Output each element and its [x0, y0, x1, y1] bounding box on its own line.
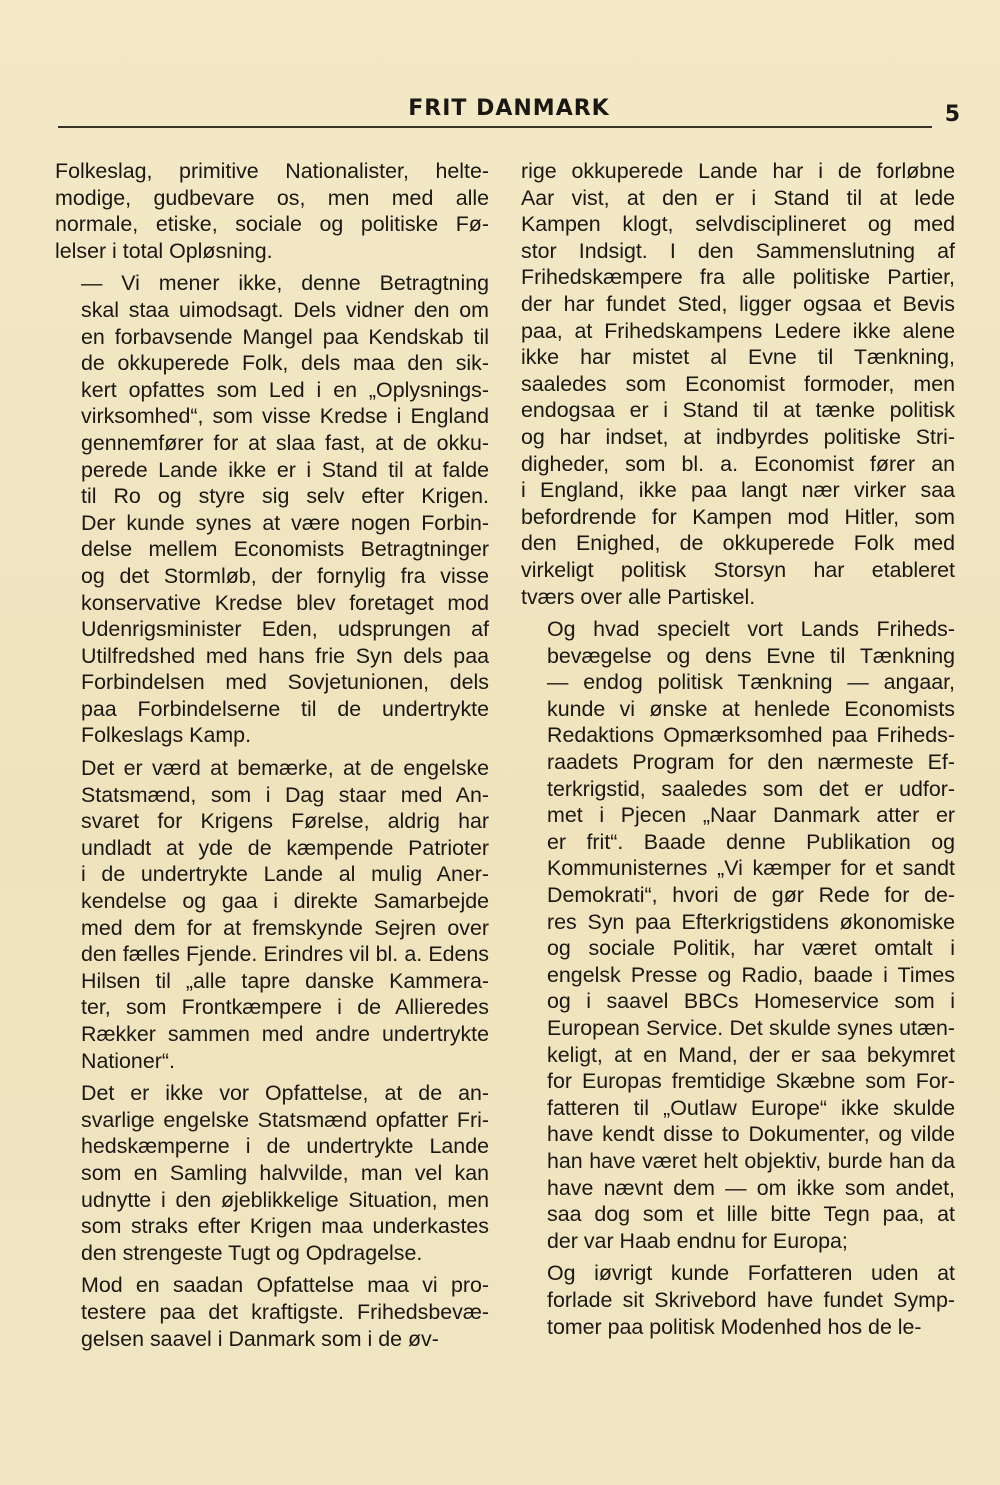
page-number: 5	[944, 102, 960, 127]
text-line: i de undertrykte Lande al mulig Aner-	[81, 862, 489, 887]
text-line: res Syn paa Efterkrigstidens økonomiske	[547, 909, 955, 934]
text-line: udnytte i den øjeblikkelige Situation, men	[81, 1187, 489, 1212]
text-line: skal staa uimodsagt. Dels vidner den om	[81, 297, 489, 322]
header-rule	[58, 126, 932, 128]
text-line: have kendt disse to Dokumenter, og vilde	[547, 1122, 955, 1147]
text-line: — Vi mener ikke, denne Betragtning	[81, 271, 489, 296]
text-line: Demokrati“, hvori de gør Rede for de-	[547, 883, 955, 908]
text-line: engelsk Presse og Radio, baade i Times	[547, 962, 955, 987]
text-line: er frit“. Baade denne Publikation og	[547, 829, 955, 854]
text-line: den strengeste Tugt og Opdragelse.	[81, 1240, 423, 1265]
text-line: Det er værd at bemærke, at de engelske	[81, 756, 489, 781]
text-line: Statsmænd, som i Dag staar med An-	[81, 782, 489, 807]
text-line: tomer paa politisk Modenhed hos de le-	[547, 1314, 922, 1339]
text-line: i England, ikke paa langt nær virker saa	[521, 478, 955, 503]
text-line: gelsen saavel i Danmark som i de øv-	[81, 1326, 439, 1351]
text-line: befordrende for Kampen mod Hitler, som	[521, 504, 955, 529]
text-line: og har indset, at indbyrdes politiske Stri-	[521, 424, 955, 449]
text-line: kendelse og gaa i direkte Samarbejde	[81, 889, 489, 914]
text-line: der har fundet Sted, ligger ogsaa et Bevis	[521, 291, 955, 316]
text-line: den Enighed, de okkuperede Folk med	[521, 531, 955, 556]
paragraph	[55, 270, 489, 749]
article-columns	[55, 158, 955, 1358]
paragraph	[55, 1080, 489, 1266]
text-line: Og iøvrigt kunde Forfatteren uden at	[547, 1261, 955, 1286]
text-line: Udenrigsminister Eden, udsprungen af	[81, 617, 489, 642]
text-line: tværs over alle Partiskel.	[521, 584, 756, 609]
text-line: Nationer“.	[81, 1048, 175, 1073]
text-line: Utilfredshed med hans frie Syn dels paa	[81, 643, 489, 668]
text-line: hedskæmperne i de undertrykte Lande	[81, 1134, 489, 1159]
text-line: endogsaa er i Stand til at tænke politisk	[521, 398, 955, 423]
text-line: svarlige engelske Statsmænd opfatter Fri-	[81, 1107, 489, 1132]
text-line: de okkuperede Folk, dels maa den sik-	[81, 351, 489, 376]
text-line: saaledes som Economist formoder, men	[521, 371, 955, 396]
paragraph	[55, 158, 489, 264]
text-line: Mod en saadan Opfattelse maa vi pro-	[81, 1273, 489, 1298]
text-line: paa, at Frihedskampens Ledere ikke alene	[521, 318, 955, 343]
text-line: Redaktions Opmærksomhed paa Friheds-	[547, 723, 955, 748]
paragraph	[521, 616, 955, 1254]
text-line: rige okkuperede Lande har i de forløbne	[521, 159, 955, 183]
text-line: have nævnt dem — om ikke som andet,	[547, 1175, 955, 1200]
text-line: kert opfattes som Led i en „Oplysnings-	[81, 377, 489, 402]
text-line: til Ro og styre sig selv efter Krigen.	[81, 484, 489, 509]
text-line: fatteren til „Outlaw Europe“ ikke skulde	[547, 1095, 955, 1120]
paragraph	[55, 1272, 489, 1352]
paragraph	[55, 755, 489, 1074]
text-line: Og hvad specielt vort Lands Friheds-	[547, 617, 955, 642]
text-line: European Service. Det skulde synes utæn-	[547, 1016, 955, 1040]
text-line: forlade sit Skrivebord have fundet Symp-	[547, 1287, 955, 1312]
masthead-title: FRIT DANMARK	[408, 96, 610, 121]
text-line: ter, som Frontkæmpere i de Allieredes	[81, 995, 489, 1020]
text-line: der var Haab endnu for Europa;	[547, 1228, 848, 1253]
text-line: terkrigstid, saaledes som det er udfor-	[547, 776, 955, 801]
text-line: han have været helt objektiv, burde han da	[547, 1148, 955, 1173]
text-line: Det er ikke vor Opfattelse, at de an-	[81, 1081, 489, 1106]
left-column	[55, 158, 489, 1358]
text-line: og sociale Politik, har været omtalt i	[547, 936, 955, 961]
paragraph	[521, 158, 955, 610]
text-line: for Europas fremtidige Skæbne som For-	[547, 1069, 955, 1094]
text-line: — endog politisk Tænkning — angaar,	[547, 670, 955, 695]
text-line: konservative Kredse blev foretaget mod	[81, 590, 489, 615]
text-line: raadets Program for den nærmeste Ef-	[547, 750, 955, 775]
text-line: virkeligt politisk Storsyn har etableret	[521, 557, 955, 582]
text-line: en forbavsende Mangel paa Kendskab til	[81, 324, 489, 349]
text-line: met i Pjecen „Naar Danmark atter er	[547, 803, 955, 828]
text-line: Aar vist, at den er i Stand til at lede	[521, 185, 955, 210]
text-line: digheder, som bl. a. Economist fører an	[521, 451, 955, 476]
text-line: saa dog som et lille bitte Tegn paa, at	[547, 1202, 955, 1227]
text-line: Kommunisternes „Vi kæmper for et sandt	[547, 856, 955, 881]
text-line: modige, gudbevare os, men med alle	[55, 185, 489, 210]
text-line: Kampen klogt, selvdisciplineret og med	[521, 212, 955, 237]
text-line: lelser i total Opløsning.	[55, 238, 273, 263]
text-line: Folkeslags Kamp.	[81, 723, 252, 748]
text-line: og i saavel BBCs Homeservice som i	[547, 989, 955, 1014]
text-line: virksomhed“, som visse Kredse i England	[81, 404, 489, 429]
text-line: Forbindelsen med Sovjetunionen, dels	[81, 670, 489, 695]
page-header	[58, 96, 960, 136]
text-line: svaret for Krigens Førelse, aldrig har	[81, 809, 489, 834]
text-line: med dem for at fremskynde Sejren over	[81, 915, 489, 940]
text-line: normale, etiske, sociale og politiske Fø-	[55, 212, 489, 237]
text-line: bevægelse og dens Evne til Tænkning	[547, 643, 955, 668]
text-line: som en Samling halvvilde, man vel kan	[81, 1160, 489, 1185]
right-column	[521, 158, 955, 1358]
text-line: kunde vi ønske at henlede Economists	[547, 696, 955, 721]
text-line: Rækker sammen med andre undertrykte	[81, 1022, 489, 1046]
text-line: delse mellem Economists Betragtninger	[81, 537, 489, 562]
text-line: undladt at yde de kæmpende Patrioter	[81, 835, 489, 860]
text-line: som straks efter Krigen maa underkastes	[81, 1214, 489, 1239]
text-line: ikke har mistet al Evne til Tænkning,	[521, 345, 955, 370]
text-line: stor Indsigt. I den Sammenslutning af	[521, 238, 955, 263]
paragraph	[521, 1260, 955, 1340]
text-line: den fælles Fjende. Erindres vil bl. a. Edens	[81, 942, 489, 967]
text-line: Folkeslag, primitive Nationalister, helte-	[55, 159, 489, 183]
text-line: gennemfører for at slaa fast, at de okku-	[81, 430, 489, 455]
text-line: og det Stormløb, der fornylig fra visse	[81, 563, 489, 588]
text-line: testere paa det kraftigste. Frihedsbevæ-	[81, 1299, 489, 1324]
text-line: paa Forbindelserne til de undertrykte	[81, 696, 489, 721]
text-line: Frihedskæmpere fra alle politiske Partier,	[521, 265, 955, 290]
text-line: Der kunde synes at være nogen Forbin-	[81, 510, 489, 535]
text-line: keligt, at en Mand, der er saa bekymret	[547, 1042, 955, 1067]
text-line: perede Lande ikke er i Stand til at falde	[81, 457, 489, 482]
text-line: Hilsen til „alle tapre danske Kammera-	[81, 968, 489, 993]
